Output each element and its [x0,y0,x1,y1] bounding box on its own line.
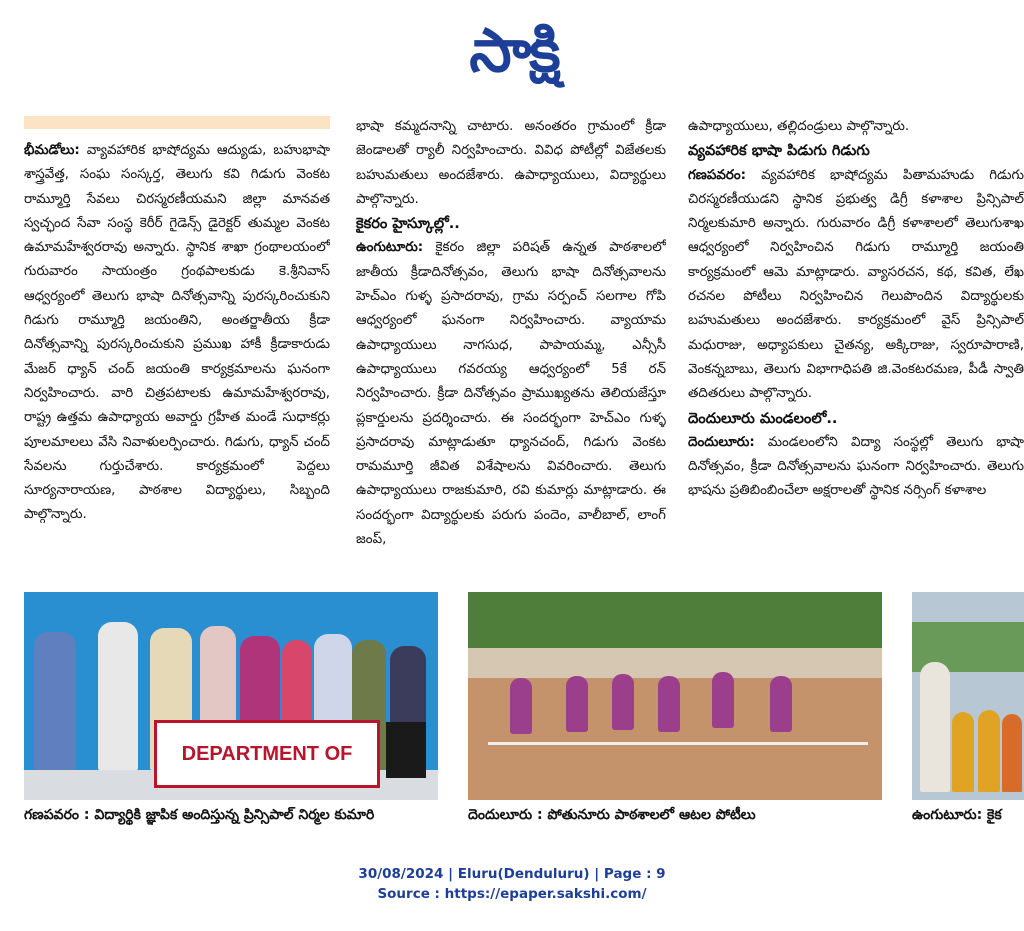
department-banner [154,720,380,788]
photo-school-sports [468,592,882,800]
article-paragraph [688,431,1024,504]
child-runner [658,676,680,732]
dateline: గణపవరం: [688,167,746,183]
article-intro: ఉపాధ్యాయులు, తల్లిదండ్రులు పాల్గొన్నారు. [688,119,910,134]
article-body: మండలంలోని విద్యా సంస్థల్లో తెలుగు భాషా దినోత్సవం, క్రీడా దినోత్సవాలను ఘనంగా నిర్వహించారు. తెలుగు భాషను ప్రతిబింబించేలా అక్షరాలతో స్థానిక నర్సింగ్ కళాశాల [688,434,1024,499]
article-body: వ్యవహారిక భాషోద్యమ పితామహుడు గిడుగు చిరస్మరణీయుడని స్థానిక ప్రభుత్వ డిగ్రీ కళాశాల ప్రిన్సిపాల్ నిర్మలకుమారి అన్నారు. గురువారం డిగ్రీ కళాశాలలో తెలుగుశాఖ ఆధ్వర్యంలో నిర్వహించిన గిడుగు రామ్మూర్తి జయంతి కార్యక్రమంలో ఆమె మాట్లాడారు. వ్యాసరచన, కథ, కవిత, లేఖ రచనల పోటీలు నిర్వహించిన గెలుపొందిన విద్యార్థులకు బహుమతులు అందజేశారు. కార్యక్రమంలో వైస్ ప్రిన్సిపాల్ మధురాజు, అధ్యాపకులు చైతన్య, అక్కిరాజు, స్వరూపారాణి, వెంకన్నబాబు, తెలుగు విభాగాధిపతి జి.వెంకటరమణ, పీడీ స్వాతి తదితరులు పాల్గొన్నారు. [688,167,1024,402]
article-body: వ్యావహారిక భాషోద్యమ ఆద్యుడు, బహుభాషా శాస్త్రవేత్త, సంఘ సంస్కర్త, తెలుగు కవి గిడుగు వెంకట రామ్మూర్తి సేవలు చిరస్మరణీయమని జిల్లా మానవత స్వచ్ఛంద సేవా సంస్థ కెరీర్ గైడెన్స్ డైరెక్టర్ తుమ్మల వెంకట ఉమామహేశ్వరరావు అన్నారు. స్థానిక శాఖా గ్రంథాలయంలో గురువారం సాయంత్రం గ్రంథపాలకుడు కె.శ్రీనివాస్ ఆధ్వర్యంలో తెలుగు భాషా దినోత్సవాన్ని పురస్కరించుకుని గిడుగు రామ్మూర్తి జయంతిని, అంతర్జాతీయ క్రీడా దినోత్సవాన్ని పురస్కరించుకుని ప్రముఖ హాకీ క్రీడాకారుడు మేజర్ ధ్యాన్ చంద్ జయంతి కార్యక్రమాలను ఘనంగా నిర్వహించారు. వారి చిత్రపటాలకు ఉమామహేశ్వరరావు, రాష్ట్ర ఉత్తమ ఉపాధ్యాయ అవార్డు గ్రహీత మండే సుధాకర్లు పూలమాలలు వేసి నివాళులర్పించారు. గిడుగు, ధ్యాన్ చంద్ సేవలను గుర్తుచేశారు. కార్యక్రమంలో పెద్దలు సూర్యనారాయణ, పాఠశాల విద్యార్థులు, సిబ్బంది పాల్గొన్నారు. [24,143,330,523]
article-column-2 [356,115,666,577]
person-figure [34,632,76,770]
child-runner [510,678,532,734]
child-runner [712,672,734,728]
person-figure [978,710,1000,792]
section-heading: వ్యవహారిక భాషా పిడుగు గిడుగు [688,142,870,160]
photo-caption: గణపవరం : విద్యార్థికి జ్ఞాపిక అందిస్తున్న ప్రిన్సిపాల్ నిర్మల కుమారి [24,807,375,823]
dateline: ఉంగుటూరు: [356,240,424,256]
dateline: దెందులూరు: [688,434,755,450]
section-heading: కైకరం హైస్కూల్లో.. [356,215,460,233]
person-figure [98,622,138,770]
banner-title: DEPARTMENT OF [181,743,353,765]
article-paragraph [356,236,666,552]
footer-source-link[interactable]: Source : https://epaper.sakshi.com/ [377,886,647,902]
article-column-3 [688,115,1024,577]
section-heading: దెందులూరు మండలంలో.. [688,409,838,427]
dateline: భీమడోలు: [24,143,80,158]
column-divider [24,116,330,129]
article-body: కైకరం జిల్లా పరిషత్ ఉన్నత పాఠశాలలో జాతీయ క్రీడాదినోత్సవం, తెలుగు భాషా దినోత్సవాలను హెచ్ఎం గుళ్ళ ప్రసాదరావు, గ్రామ సర్పంచ్ సలగాల గోపి ఆధ్వర్యంలో ఘనంగా నిర్వహించారు. వ్యాయామ ఉపాధ్యాయులు నాగసుధ, పాపాయమ్మ, ఎన్సీసీ ఉపాధ్యాయులు గవరయ్య ఆధ్వర్యంలో 5కే రన్ నిర్వహించారు. క్రీడా దినోత్సవం ప్రాముఖ్యతను తెలియజేస్తూ ప్లకార్డులను ప్రదర్శించారు. ఈ సందర్భంగా హెచ్ఎం గుళ్ళ ప్రసాదరావు మాట్లాడుతూ ధ్యానచంద్, గిడుగు వెంకట రామమూర్తి జీవిత విశేషాలను వివరించారు. తెలుగు ఉపాధ్యాయులు రాజకుమారి, రవి కుమార్లు మాట్లాడారు. ఈ సందర్భంగా విద్యార్థులకు పరుగు పందెం, వాలీబాల్, లాంగ్ జంప్, [356,240,666,548]
article-column-1 [24,116,330,578]
footer-edition-info: 30/08/2024 | Eluru(Denduluru) | Page : 9 [358,866,666,882]
person-figure [1002,714,1022,792]
child-runner [566,676,588,732]
photo-ungutur-event [912,592,1024,800]
article-paragraph [24,139,330,528]
track-line [488,742,868,745]
photo-caption: దెందులూరు : పోతునూరు పాఠశాలలో ఆటల పోటీలు [468,807,756,823]
person-figure [952,712,974,792]
photo-college-event [24,592,438,800]
photo-caption: ఉంగుటూరు: కైక [912,807,1002,823]
child-runner [770,676,792,732]
person-figure [920,662,950,792]
article-intro: భాషా కమ్మదనాన్ని చాటారు. అనంతరం గ్రామంలో క్రీడా జెండాలతో ర్యాలీ నిర్వహించారు. వివిధ పోటీల్లో విజేతలకు బహుమతులు అందజేశారు. ఉపాధ్యాయులు, విద్యార్థులు పాల్గొన్నారు. [356,119,666,207]
compound-wall [468,648,882,678]
article-paragraph [688,164,1024,407]
speaker-box [386,722,426,778]
child-runner [612,674,634,730]
masthead-logo: సాక్షి [469,16,559,86]
